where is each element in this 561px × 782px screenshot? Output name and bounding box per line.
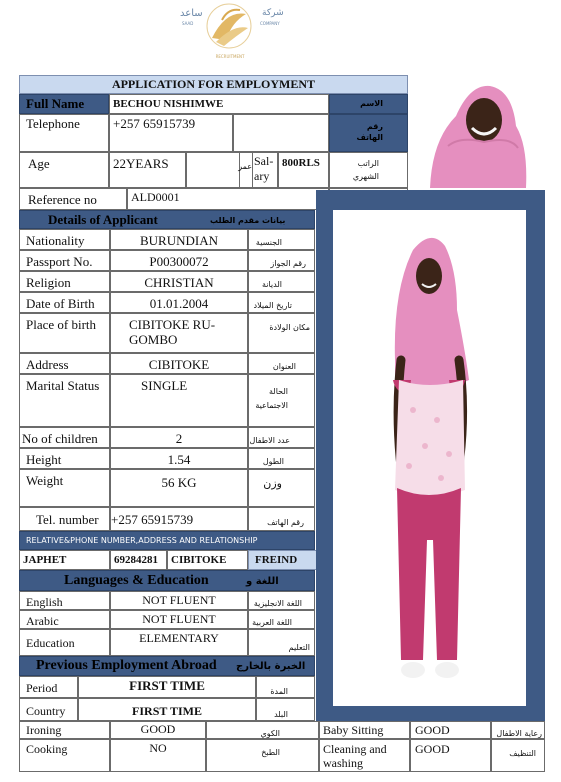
height-arabic: الطول [248,448,315,469]
ironing-label: Ironing [19,721,110,739]
religion-label: Religion [19,271,110,292]
passport-value: P00300072 [110,250,248,271]
age-spacer [186,152,240,188]
address-value: CIBITOKE [110,353,248,374]
telnumber-label: Tel. number [19,507,110,531]
children-label: No of children [19,427,110,448]
weight-value: 56 KG [110,469,248,507]
logo-bottom-text: RECRUITMENT [215,54,245,59]
company-logo [176,0,282,66]
religion-value: CHRISTIAN [110,271,248,292]
passport-label: Passport No. [19,250,110,271]
full-body-photo [333,210,526,706]
marital-value: SINGLE [110,374,248,427]
babysitting-label: Baby Sitting [319,721,410,739]
languages-heading [19,570,315,591]
salary-value: 800RLS [278,152,329,188]
period-arabic: المدة [256,676,315,698]
full-name-value: BECHOU NISHIMWE [109,94,329,114]
details-heading-text: Details of Applicant [48,212,158,227]
birthplace-value: CIBITOKE RU-GOMBO [110,313,248,353]
cooking-label: Cooking [19,739,110,772]
logo-right-arabic: شركة [262,8,284,18]
nationality-arabic: الجنسية [248,229,315,250]
salary-label: Sal-ary [252,152,278,188]
period-value: FIRST TIME [78,676,256,698]
logo-left-sub: SAAD [182,21,194,26]
reference-label: Reference no [19,188,127,210]
age-arabic: عمر [240,152,252,188]
nationality-value: BURUNDIAN [110,229,248,250]
cooking-value: NO [110,739,206,772]
telephone-label: Telephone [19,114,109,152]
children-arabic: عدد الاطفال [248,427,315,448]
full-name-label: Full Name [19,94,109,114]
cleaning-value: GOOD [410,739,491,772]
previous-heading-arabic: الخبرة بالخارج [236,661,306,672]
country-label: Country [19,698,78,721]
form-title: APPLICATION FOR EMPLOYMENT [19,75,408,94]
cleaning-label: Cleaning and washing [319,739,410,772]
applicant-full-photo [333,210,526,706]
ironing-arabic: الكوي [206,721,319,739]
address-arabic: العنوان [248,353,315,374]
weight-arabic: وزن [248,469,315,507]
telephone-value: +257 65915739 [109,114,233,152]
age-label: Age [19,152,109,188]
marital-arabic: الحالة الاجتماعية [248,374,315,427]
arabic-label: Arabic [19,610,110,629]
birthplace-label: Place of birth [19,313,110,353]
full-body-photo-frame [316,190,545,721]
dob-value: 01.01.2004 [110,292,248,313]
passport-arabic: رقم الجواز [248,250,315,271]
nationality-label: Nationality [19,229,110,250]
country-arabic: البلد [256,698,315,721]
relative-address: CIBITOKE [167,550,248,570]
education-value: ELEMENTARY [110,629,248,656]
dob-arabic: تاريخ الميلاد [248,292,315,313]
reference-value: ALD0001 [127,188,329,210]
arabic-value: NOT FLUENT [110,610,248,629]
weight-label: Weight [19,469,110,507]
english-arabic: اللغة الانجليزية [248,591,315,610]
english-value: NOT FLUENT [110,591,248,610]
height-value: 1.54 [110,448,248,469]
telnumber-arabic: رقم الهاتف [248,507,315,531]
languages-heading-arabic: اللغة و [246,576,279,587]
country-value: FIRST TIME [78,698,256,721]
education-label: Education [19,629,110,656]
education-arabic: التعليم [248,629,315,656]
details-heading-arabic: بيانات مقدم الطلب [210,216,286,225]
birthplace-arabic: مكان الولادة [248,313,315,353]
address-label: Address [19,353,110,374]
cleaning-arabic: التنظيف [491,739,545,772]
babysitting-value: GOOD [410,721,491,739]
previous-heading [19,656,315,676]
telephone-spacer [233,114,329,152]
cooking-arabic: الطبخ [206,739,319,772]
period-label: Period [19,676,78,698]
relative-heading: RELATIVE&PHONE NUMBER,ADDRESS AND RELATIONSHIP [19,531,315,550]
languages-heading-text: Languages & Education [64,573,209,588]
children-value: 2 [110,427,248,448]
salary-arabic: الراتب الشهري [329,152,408,188]
full-name-arabic: الاسم [329,94,408,114]
relative-name: JAPHET [19,550,110,570]
telnumber-value: +257 65915739 [110,507,248,531]
ironing-value: GOOD [110,721,206,739]
dob-label: Date of Birth [19,292,110,313]
applicant-headshot [420,76,532,188]
details-heading [19,210,315,229]
relative-phone: 69284281 [110,550,167,570]
logo-left-arabic: ساعد [180,8,203,19]
relative-relationship: FREIND [248,550,320,570]
height-label: Height [19,448,110,469]
logo-right-sub: COMPANY [260,21,280,26]
english-label: English [19,591,110,610]
religion-arabic: الديانة [248,271,315,292]
babysitting-arabic: رعاية الاطفال [491,721,545,739]
previous-heading-text: Previous Employment Abroad [36,658,217,673]
telephone-arabic: رقم الهاتف [329,114,408,152]
age-value: 22YEARS [109,152,186,188]
marital-label: Marital Status [19,374,110,427]
arabic-arabic: اللغة العربية [248,610,315,629]
